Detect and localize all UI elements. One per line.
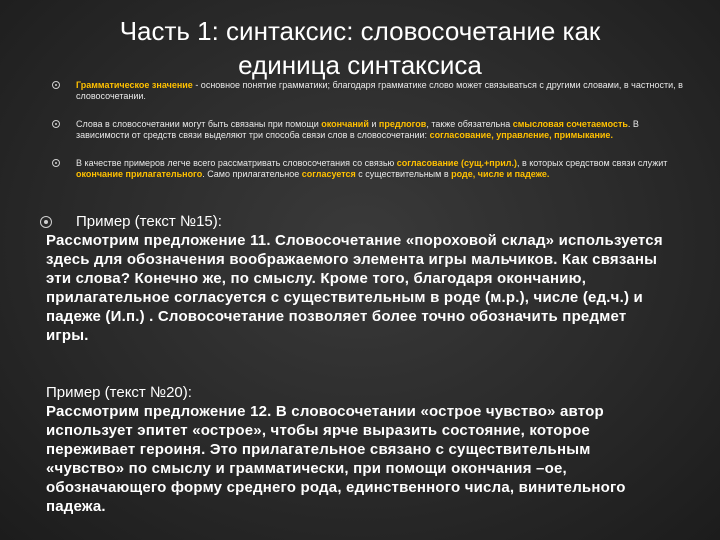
example-1-heading-row [46, 212, 666, 231]
highlight-term: согласование, управление, примыкание. [429, 130, 613, 140]
highlight-term: Грамматическое значение [76, 80, 193, 90]
bullet-text: , в которых средством связи служит [516, 158, 668, 168]
bullet-item [52, 80, 692, 102]
slide-title [70, 14, 650, 82]
example-1 [46, 212, 666, 345]
example-2 [46, 383, 666, 516]
highlight-term: смысловая сочетаемость [512, 119, 628, 129]
bullet-text: . Само прилагательное [202, 169, 302, 179]
bullet-text: и [368, 119, 379, 129]
highlight-term: согласуется [301, 169, 356, 179]
highlight-term: окончание прилагательного [76, 169, 203, 179]
example-2-heading: Пример (текст №20): [46, 384, 192, 401]
bullet-circle-icon [52, 159, 60, 167]
bullet-item [52, 119, 692, 141]
bullet-text: с существительным в [355, 169, 452, 179]
bullet-text: . В зависимости от средств связи выделяют три способа связи слов в словосочетании: [76, 119, 639, 140]
title-line-1: Часть 1: синтаксис: словосочетание как [119, 16, 601, 46]
bullet-item [52, 158, 692, 180]
bullet-circle-icon [52, 81, 60, 89]
bullet-list [52, 80, 692, 197]
example-1-body: Рассмотрим предложение 11. Словосочетание «пороховой склад» используется здесь для обозначения воображаемого элемента игры мальчиков. Как связаны эти слова? Конечно же, по смыслу. Кроме того, благодаря окончанию, прилагательное согласуется с существительным в роде (м.р.), числе (ед.ч.) и падеже (И.п.) . Словосочетание позволяет более точно обозначить предмет игры. [46, 232, 663, 344]
title-line-2: единица синтаксиса [238, 50, 482, 80]
bullet-circle-icon [40, 216, 52, 228]
bullet-text: - основное понятие грамматики; благодаря грамматике слово может связываться с другими словами, в частности, в словосочетании. [76, 80, 683, 101]
highlight-term: согласование (сущ.+прил.) [396, 158, 517, 168]
bullet-text: В качестве примеров легче всего рассматривать словосочетания со связью [76, 158, 397, 168]
highlight-term: окончаний [321, 119, 369, 129]
highlight-term: роде, числе и падеже. [451, 169, 550, 179]
example-2-body: Рассмотрим предложение 12. В словосочетании «острое чувство» автор использует эпитет «острое», чтобы ярче выразить состояние, которое переживает героиня. Это прилагательное связано с существительным «чувство» по смыслу и грамматически, при помощи окончания –ое, обозначающего форму среднего рода, единственного числа, винительного падежа. [46, 403, 626, 515]
bullet-text: , также обязательна [426, 119, 513, 129]
highlight-term: предлогов [378, 119, 427, 129]
bullet-circle-icon [52, 120, 60, 128]
example-1-heading: Пример (текст №15): [76, 213, 222, 230]
bullet-text: Слова в словосочетании могут быть связаны при помощи [76, 119, 322, 129]
